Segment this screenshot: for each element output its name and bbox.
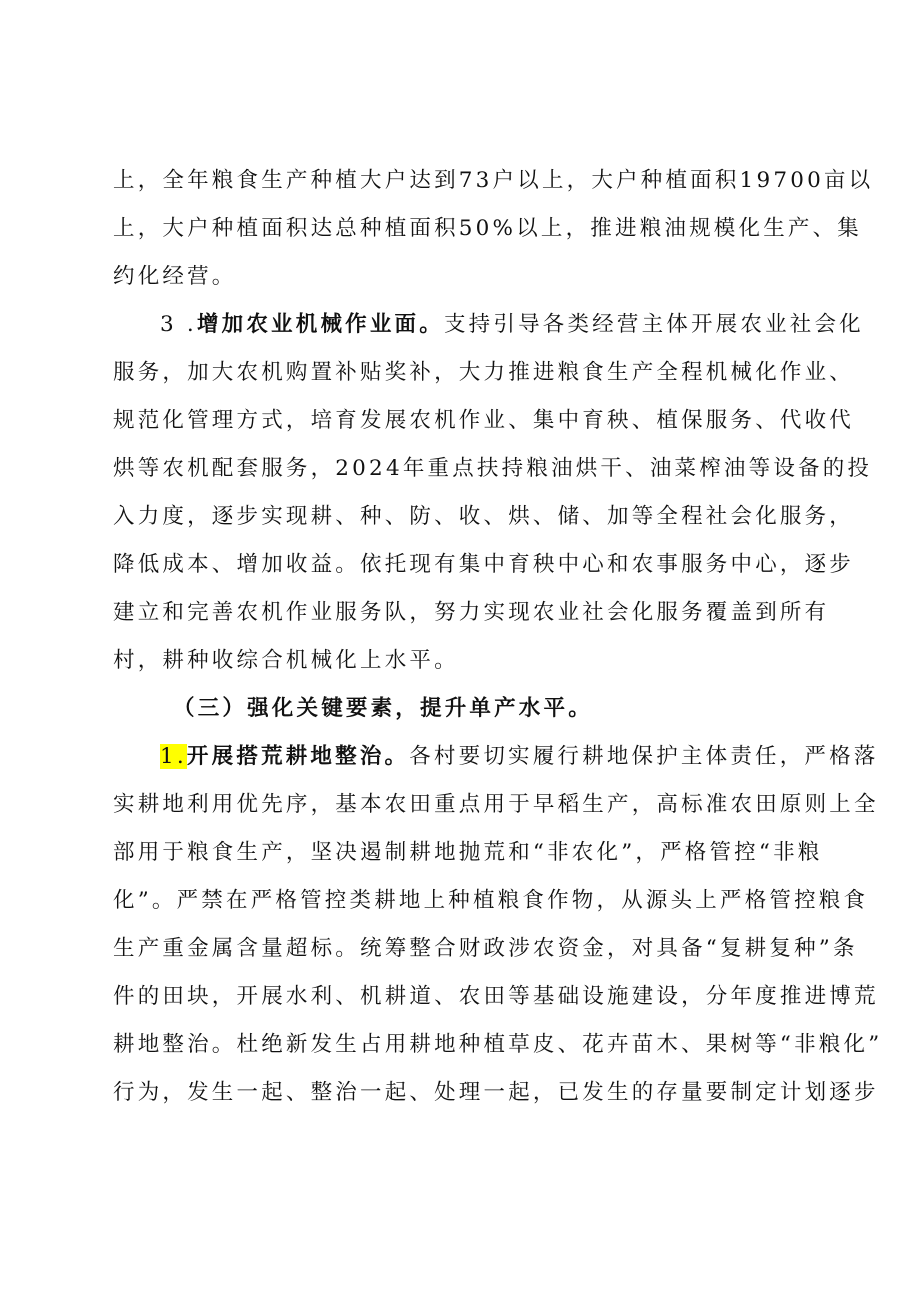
item-3-heading: 增加农业机械作业面。 [196,312,444,337]
paragraph-line: 降低成本、增加收益。依托现有集中育秧中心和农事服务中心，逐步 [113,552,855,577]
paragraph-line: 化”。严禁在严格管控类耕地上种植粮食作物，从源头上严格管控粮食 [113,888,869,913]
paragraph-line: 建立和完善农机作业服务队，努力实现农业社会化服务覆盖到所有 [113,600,830,625]
item-3-number: 3 . [160,312,197,337]
item-1-line [160,743,879,771]
paragraph-line: 件的田块，开展水利、机耕道、农田等基础设施建设，分年度推进博荒 [113,984,879,1009]
item-1-text: 各村要切实履行耕地保护主体责任，严格落 [409,744,879,769]
item-3-line [160,311,864,339]
paragraph-line: 部用于粮食生产，坚决遏制耕地抛荒和“非农化”，严格管控“非粮 [113,840,823,865]
paragraph-line: 上，全年粮食生产种植大户达到73户以上，大户种植面积19700亩以 [113,168,874,193]
paragraph-line: 生产重金属含量超标。统筹整合财政涉农资金，对具备“复耕复种”条 [113,936,858,961]
paragraph-line: 服务，加大农机购置补贴奖补，大力推进粮食生产全程机械化作业、 [113,360,855,385]
paragraph-line: 村，耕种收综合机械化上水平。 [113,648,459,673]
item-1-number: 1. [160,744,187,769]
paragraph-line: 规范化管理方式，培育发展农机作业、集中育秧、植保服务、代收代 [113,408,855,433]
paragraph-line: 约化经营。 [113,264,237,289]
section-3-heading: （三）强化关键要素，提升单产水平。 [173,696,593,721]
paragraph-line: 耕地整治。杜绝新发生占用耕地种植草皮、花卉苗木、果树等“非粮化” [113,1032,883,1057]
paragraph-line: 实耕地利用优先序，基本农田重点用于早稻生产，高标准农田原则上全 [113,792,879,817]
item-1-heading: 开展搭荒耕地整治。 [186,744,410,769]
paragraph-line: 入力度，逐步实现耕、种、防、收、烘、储、加等全程社会化服务， [113,504,855,529]
paragraph-line: 上，大户种植面积达总种植面积50%以上，推进粮油规模化生产、集 [113,216,862,241]
paragraph-line: 烘等农机配套服务，2024年重点扶持粮油烘干、油菜榨油等设备的投 [113,456,873,481]
paragraph-line: 行为，发生一起、整治一起、处理一起，已发生的存量要制定计划逐步 [113,1080,879,1105]
item-3-text: 支持引导各类经营主体开展农业社会化 [443,312,864,337]
